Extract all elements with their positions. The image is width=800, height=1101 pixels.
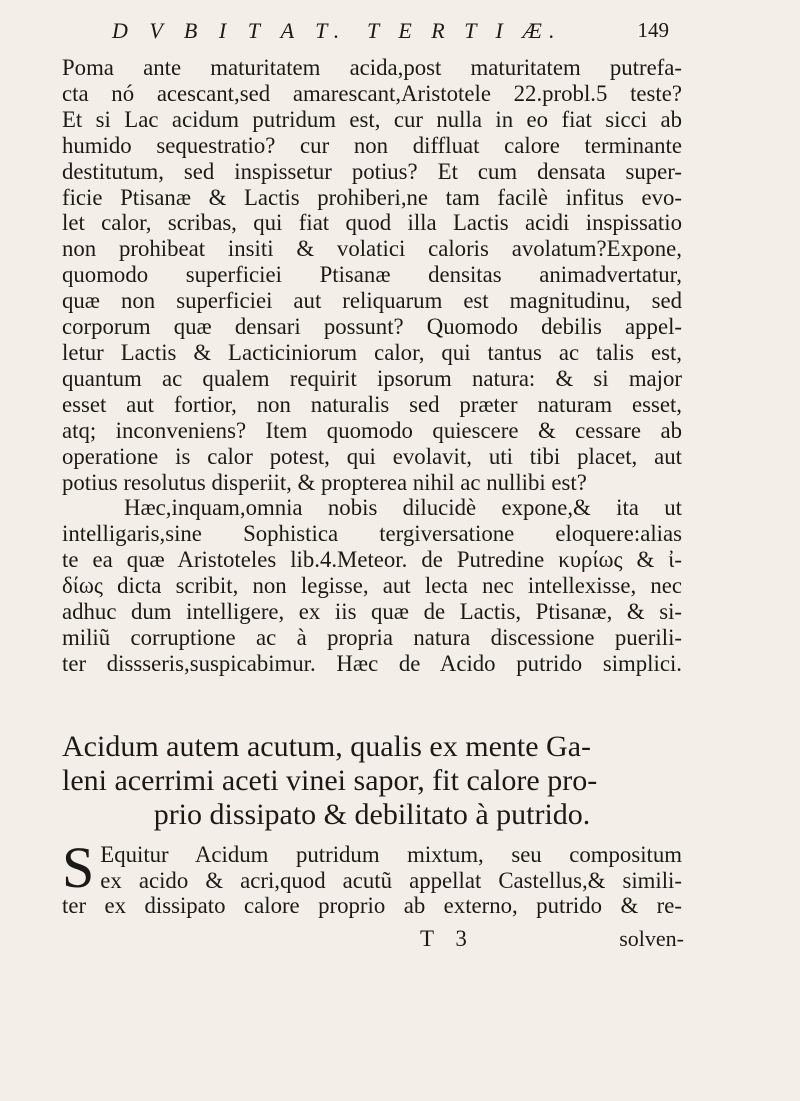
text-line: operatione is calor potest, qui evolavit, uti tibi placet, aut [62,443,682,469]
heading-line: leni acerrimi aceti vinei sapor, fit calore pro- [62,764,598,797]
text-line: te ea quæ Aristoteles lib.4.Meteor. de Putredine κυρίως & ἰ- [62,547,682,573]
text-line: ex acido & acri,quod acutũ appellat Castellus,& simili- [100,867,682,893]
text-line: quomodo superficiei Ptisanæ densitas animadvertatur, [62,262,682,288]
text-line: let calor, scribas, qui fiat quod illa Lactis acidi inspissatio [62,210,682,236]
text-line: intelligaris,sine Sophistica tergiversatione eloquere:alias [62,521,682,547]
text-line: ter ex dissipato calore proprio ab externo, putrido & re- [62,893,682,918]
text-line: Equitur Acidum putridum mixtum, seu compositum [100,842,682,867]
main-paragraph [62,55,682,677]
section-paragraph [62,835,682,919]
text-line: humido sequestratio? cur non diffluat calore terminante [62,132,682,158]
text-line: atq; inconveniens? Item quomodo quiescere & cessare ab [62,417,682,443]
catchword: solven- [619,926,684,951]
text-line: miliũ corruptione ac à propria natura discessione puerili- [62,624,682,650]
section-heading [62,730,682,832]
text-line: ter dissseris,suspicabimur. Hæc de Acido putrido simplici. [62,650,682,676]
text-line: cta nó acescant,sed amarescant,Aristotele 22.probl.5 teste? [62,80,682,106]
text-line: Poma ante maturitatem acida,post maturitatem putrefa- [62,55,682,80]
drop-capital: S [62,835,95,900]
text-line: quantum ac qualem requirit ipsorum natura: & si major [62,365,682,391]
text-line: destitutum, sed inspissetur potius? Et cum densata super- [62,158,682,184]
running-title-right: T E R T I Æ. [367,18,562,43]
text-line: ficie Ptisanæ & Lactis prohiberi,ne tam facilè infitus evo- [62,184,682,210]
text-line: Hæc,inquam,omnia nobis dilucidè expone,& ita ut [124,495,682,521]
text-line: adhuc dum intelligere, ex iis quæ de Lactis, Ptisanæ, & si- [62,599,682,625]
text-line: δίως dicta scribit, non legisse, aut lecta nec intellexisse, nec [62,573,682,599]
text-line: esset aut fortior, non naturalis sed præter naturam esset, [62,391,682,417]
text-line: potius resolutus disperiit, & propterea nihil ac nullibi est? [62,469,587,495]
page-number: 149 [637,18,669,42]
text-line: Et si Lac acidum putridum est, cur nulla in eo fiat sicci ab [62,106,682,132]
running-title-left: D V B I T A T. [112,18,348,43]
text-line: corporum quæ densari possunt? Quomodo debilis appel- [62,314,682,340]
text-line: quæ non superficiei aut reliquarum est magnitudinu, sed [62,288,682,314]
running-header [112,18,667,50]
heading-line: prio dissipato & debilitato à putrido. [153,798,591,831]
text-line: non prohibeat insiti & volatici caloris avolatum?Expone, [62,236,682,262]
text-line: letur Lactis & Lacticiniorum calor, qui tantus ac talis est, [62,339,682,365]
heading-line: Acidum autem acutum, qualis ex mente Ga- [62,730,591,763]
signature-mark: T 3 [420,926,475,951]
page-footer [62,926,682,966]
